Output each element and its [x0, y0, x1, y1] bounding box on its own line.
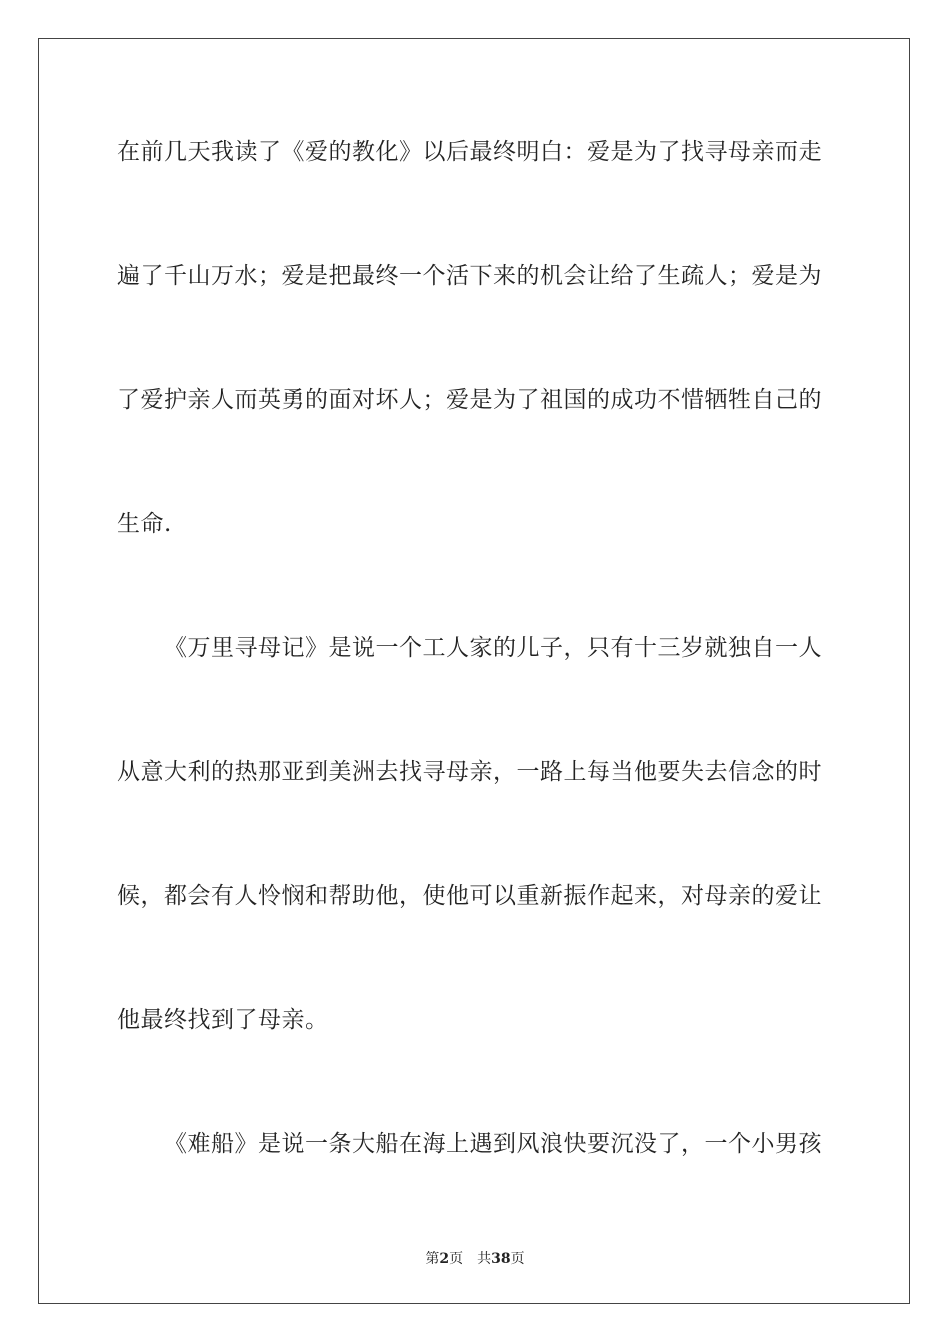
body-line: 《难船》是说一条大船在海上遇到风浪快要沉没了，一个小男孩 — [164, 1131, 822, 1157]
total-prefix: 共 — [477, 1251, 492, 1267]
total-pages: 38 — [491, 1251, 511, 1267]
body-line: 在前几天我读了《爱的教化》以后最终明白：爱是为了找寻母亲而走 — [117, 139, 822, 165]
body-line: 《万里寻母记》是说一个工人家的儿子，只有十三岁就独自一人 — [164, 635, 822, 661]
body-line: 从意大利的热那亚到美洲去找寻母亲，一路上每当他要失去信念的时 — [117, 759, 822, 785]
page-border — [38, 38, 910, 1304]
page-footer — [0, 1248, 950, 1268]
body-line: 遍了千山万水；爱是把最终一个活下来的机会让给了生疏人；爱是为 — [117, 263, 822, 289]
total-suffix: 页 — [510, 1251, 525, 1267]
body-line: 他最终找到了母亲。 — [117, 1007, 329, 1033]
total-pages-label — [477, 1248, 524, 1268]
body-line: 了爱护亲人而英勇的面对坏人；爱是为了祖国的成功不惜牺牲自己的 — [117, 387, 822, 413]
page-prefix: 第 — [425, 1251, 440, 1267]
body-line: 候，都会有人怜悯和帮助他，使他可以重新振作起来，对母亲的爱让 — [117, 883, 822, 909]
page-number-label — [425, 1248, 463, 1268]
body-line: 生命. — [117, 511, 172, 537]
page-suffix: 页 — [449, 1251, 464, 1267]
page-number: 2 — [439, 1251, 450, 1267]
